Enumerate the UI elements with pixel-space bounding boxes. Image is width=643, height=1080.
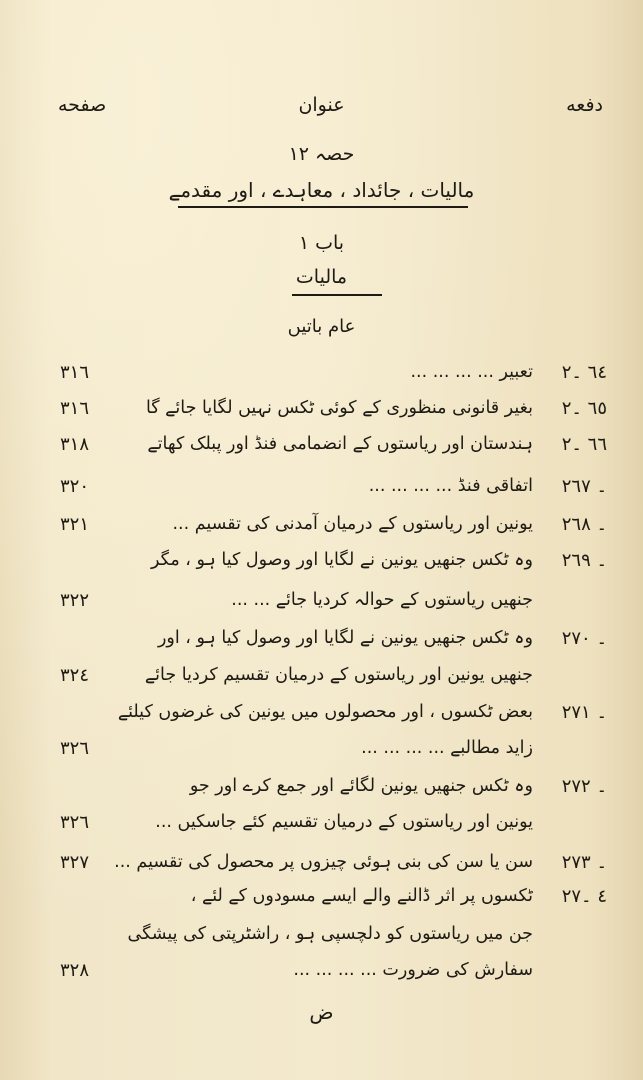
toc-line: جنھیں ریاستوں کے حوالہ کردیا جائے ... ... [231,590,533,610]
header-page-label: صفحه [58,94,107,116]
toc-number: ۲۷۳ ۔ [561,852,607,873]
header-section-label: دفعه [566,94,603,116]
toc-number: ۲٦٤ ۔ [561,362,607,383]
toc-page: ۳۲٦ [60,812,90,833]
part-title-underline [178,206,468,208]
toc-line: یونین اور ریاستوں کے درمیان آمدنی کی تقسیم ... [172,514,533,534]
toc-page: ۳۲۷ [60,852,90,873]
toc-number: ۲٦۷ ۔ [561,476,607,497]
chapter-label: باب ۱ [298,232,345,254]
toc-line: زاید مطالبے ... ... ... ... [361,738,533,758]
toc-line: ٹکسوں پر اثر ڈالنے والے ایسے مسودوں کے لئے ، [190,886,533,906]
page-footer-mark: ض [309,1000,334,1024]
toc-page: ۳۲۱ [60,514,90,535]
toc-line: اتفاقی فنڈ ... ... ... ... [368,476,533,496]
toc-number: ۲۷۰ ۔ [561,628,607,649]
toc-line: جنھیں یونین اور ریاستوں کے درمیان تقسیم کردیا جائے [144,665,533,685]
part-label: حصہ ۱۲ [288,143,355,165]
toc-number: ۲٦۸ ۔ [561,514,607,535]
toc-line: بغیر قانونی منظوری کے کوئی ٹکس نہیں لگایا جائے گا [145,398,533,418]
toc-number: ۲٦٦ ۔ [561,434,607,455]
toc-number: ۲٦۹ ۔ [561,550,607,571]
toc-line: بعض ٹکسوں ، اور محصولوں میں یونین کی غرضوں کیلئے [117,702,533,722]
toc-number: ۲٦٥ ۔ [561,398,607,419]
toc-number: ۲۷۲ ۔ [561,776,607,797]
toc-line: وہ ٹکس جنھیں یونین لگائے اور جمع کرے اور جو [189,776,533,796]
toc-line: سن یا سن کی بنی ہوئی چیزوں پر محصول کی تقسیم ... [114,852,533,872]
toc-number: ۲۷۱ ۔ [561,702,607,723]
toc-line: ہندستان اور ریاستوں کے انضمامی فنڈ اور پبلک کھاتے [147,434,533,454]
toc-line: تعبیر ... ... ... ... [410,362,533,382]
toc-number: ۲۷٤ ۔ [561,886,607,907]
toc-page: ۳۱۸ [60,434,90,455]
part-title: مالیات ، جائداد ، معاہدے ، اور مقدمے [168,178,475,202]
toc-page: ۳۲۲ [60,590,90,611]
toc-line: وہ ٹکس جنھیں یونین نے لگایا اور وصول کیا ہو ، مگر [151,550,533,570]
toc-page: ۳۲۰ [60,476,90,497]
toc-line: جن میں ریاستوں کو دلچسپی ہو ، راشٹرپتی کی پیشگی [127,924,533,944]
toc-line: یونین اور ریاستوں کے درمیان تقسیم کئے جاسکیں ... [155,812,533,832]
toc-page: ۳۱٦ [60,398,90,419]
toc-page: ۳۱٦ [60,362,90,383]
chapter-subtitle: عام باتیں [287,316,356,337]
toc-page: ۳۲٤ [60,665,90,686]
toc-page: ۳۲۸ [60,960,90,981]
chapter-title: مالیات [295,266,348,288]
toc-line: وہ ٹکس جنھیں یونین نے لگایا اور وصول کیا ہو ، اور [157,628,533,648]
toc-line: سفارش کی ضرورت ... ... ... ... [293,960,533,980]
chapter-title-underline [292,294,382,296]
header-title-label: عنوان [298,94,345,116]
toc-page: ۳۲٦ [60,738,90,759]
